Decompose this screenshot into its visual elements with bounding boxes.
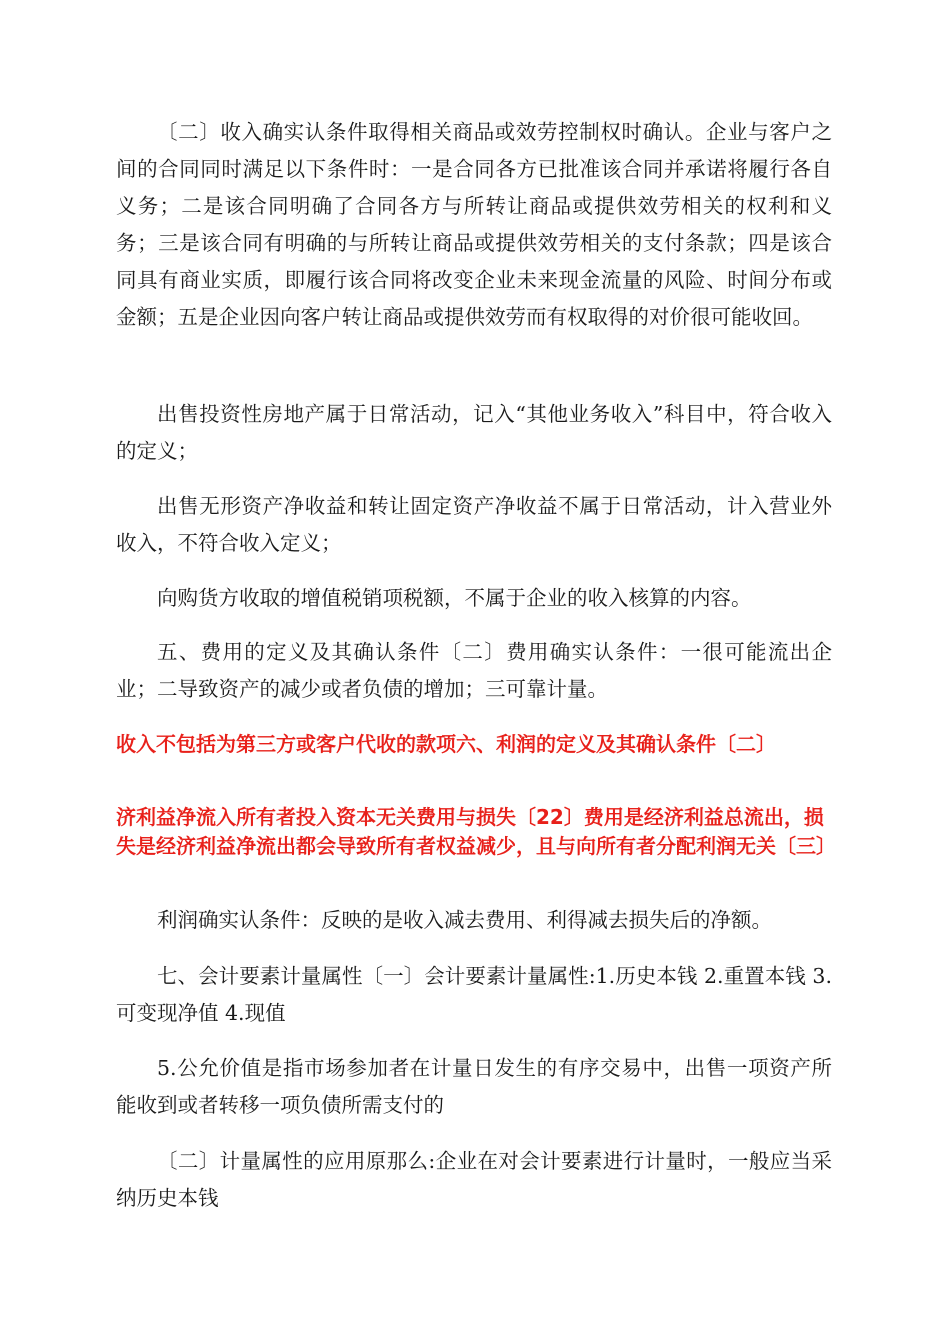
paragraph-vat: 向购货方收取的增值税销项税额，不属于企业的收入核算的内容。 [157, 586, 752, 610]
paragraph-expense-definition: 五、费用的定义及其确认条件〔二〕费用确实认条件：一很可能流出企业；二导致资产的减少或者负债的增加；三可靠计量。 [116, 640, 832, 701]
paragraph-fair-value: 5.公允价值是指市场参加者在计量日发生的有序交易中，出售一项资产所能收到或者转移一项负债所需支付的 [116, 1056, 832, 1117]
paragraph-measurement-attributes: 七、会计要素计量属性〔一〕会计要素计量属性:1.历史本钱 2.重置本钱 3.可变现净值 4.现值 [116, 964, 832, 1025]
paragraph-measurement-principle: 〔二〕计量属性的应用原那么:企业在对会计要素进行计量时，一般应当采纳历史本钱 [116, 1149, 832, 1210]
red-heading-profit-definition: 收入不包括为第三方或客户代收的款项六、利润的定义及其确认条件〔二〕 [116, 732, 776, 756]
paragraph-investment-property: 出售投资性房地产属于日常活动，记入“其他业务收入”科目中，符合收入的定义； [116, 402, 832, 463]
paragraph-profit-recognition: 利润确实认条件：反映的是收入减去费用、利得减去损失后的净额。 [157, 908, 772, 932]
red-heading-economic-benefit: 济利益净流入所有者投入资本无关费用与损失〔22〕费用是经济利益总流出，损失是经济利益净流出都会导致所有者权益减少，且与向所有者分配利润无关〔三〕 [116, 805, 836, 858]
paragraph-revenue-recognition: 〔二〕收入确实认条件取得相关商品或效劳控制权时确认。企业与客户之间的合同同时满足以下条件时：一是合同各方已批准该合同并承诺将履行各自义务；二是该合同明确了合同各方与所转让商品或提供效劳相关的权利和义务；三是该合同有明确的与所转让商品或提供效劳相关的支付条款；四是该合同具有商业实质，即履行该合同将改变企业未来现金流量的风险、时间分布或金额；五是企业因向客户转让商品或提供效劳而有权取得的对价很可能收回。 [116, 120, 832, 329]
paragraph-intangible-assets: 出售无形资产净收益和转让固定资产净收益不属于日常活动，计入营业外收入，不符合收入定义； [116, 494, 832, 555]
